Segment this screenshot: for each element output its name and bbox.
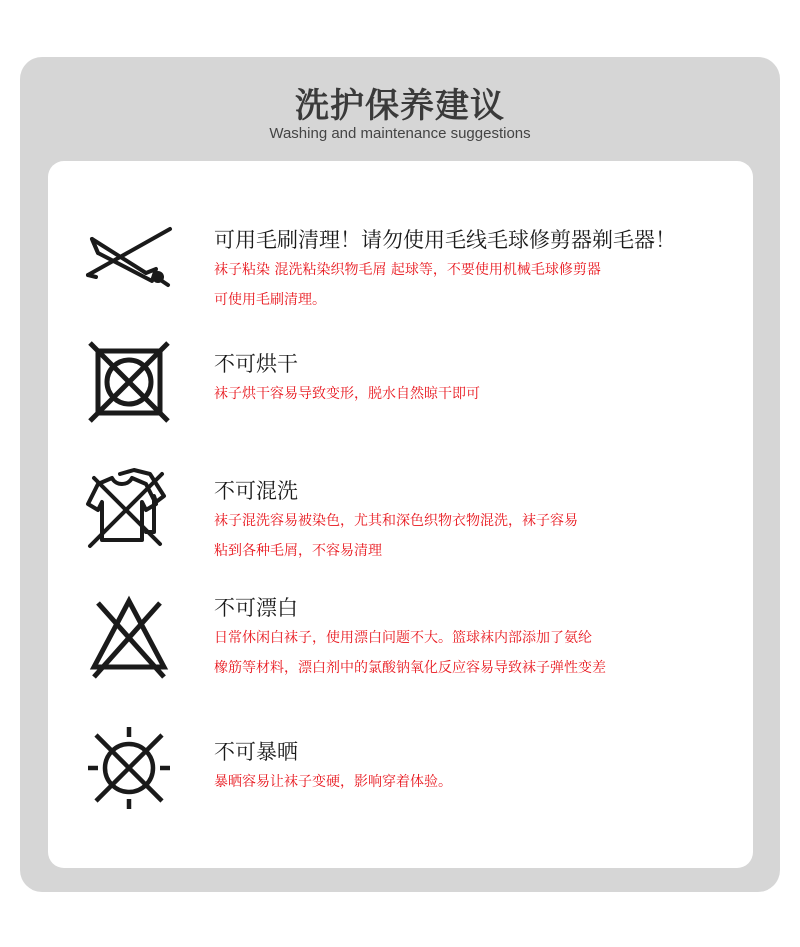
page-subtitle: Washing and maintenance suggestions [269,125,531,142]
no-tumble-dry-icon [84,337,174,427]
no-sun-exposure-icon [84,723,174,813]
no-brush-cleaning-icon [84,211,174,301]
care-item-title: 不可混洗 [214,479,298,503]
care-item-description: 日常休闲白袜子，使用漂白问题不大。篮球袜内部添加了氨纶 橡筋等材料，漂白剂中的氯酸钠氧化反应容易导致袜子弹性变差 [214,630,606,676]
care-item-description: 袜子粘染 混洗粘染织物毛屑 起球等，不要使用机械毛球修剪器 可使用毛刷清理。 [214,262,601,308]
page-title: 洗护保养建议 [295,86,505,126]
care-item-title: 不可漂白 [214,596,298,620]
care-item-description: 袜子烘干容易导致变形，脱水自然晾干即可 [214,386,480,402]
no-bleach-icon [84,591,174,681]
care-item-description: 袜子混洗容易被染色，尤其和深色织物衣物混洗，袜子容易 粘到各种毛屑，不容易清理 [214,513,578,559]
care-item-title: 不可暴晒 [214,740,298,764]
no-mixed-wash-icon [84,466,174,556]
care-item-description: 暴晒容易让袜子变硬，影响穿着体验。 [214,774,452,790]
care-item-title: 可用毛刷清理！请勿使用毛线毛球修剪器剃毛器！ [214,228,676,252]
care-item-title: 不可烘干 [214,352,298,376]
care-instructions-card [48,161,753,868]
